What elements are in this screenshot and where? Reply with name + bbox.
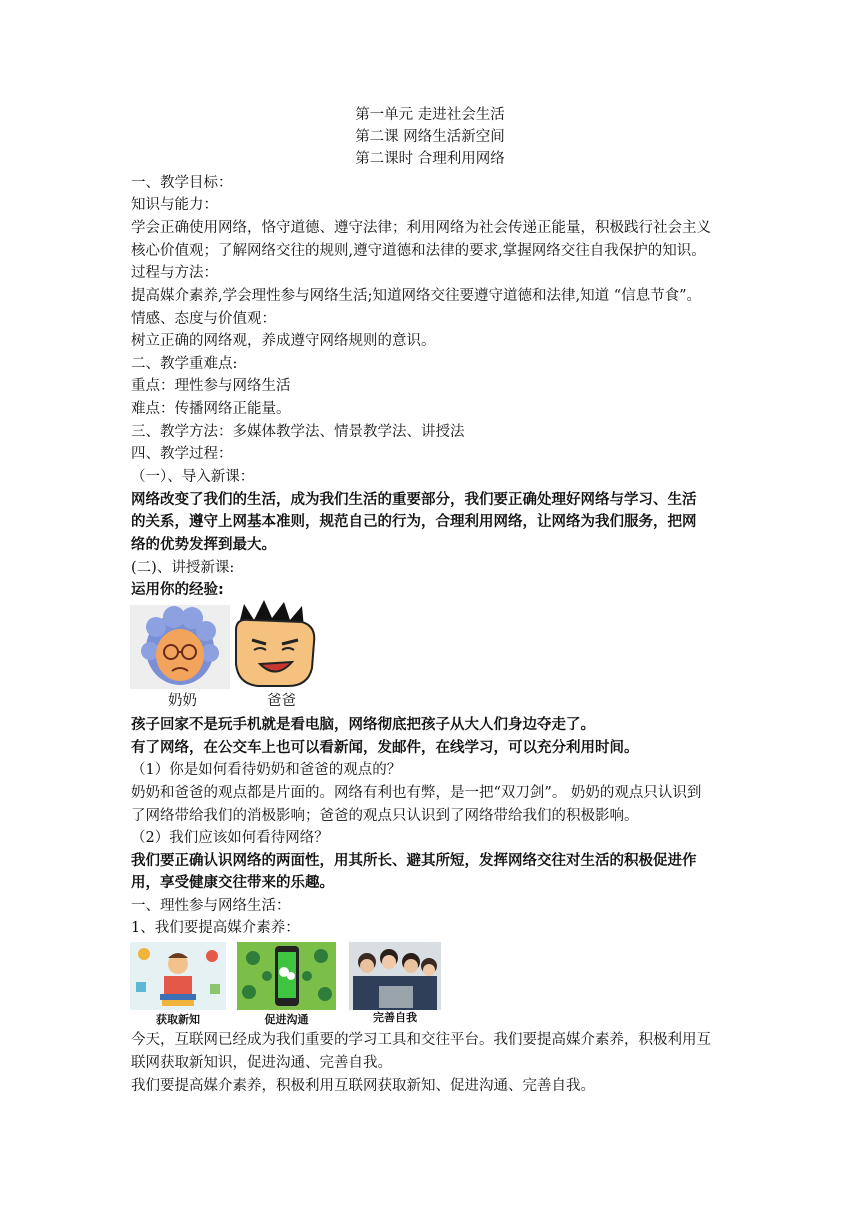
paragraph-line: 学会正确使用网络，恪守道德、遵守法律；利用网络为社会传递正能量，积极践行社会主义 xyxy=(131,220,711,236)
lesson-title: 第二课 网络生活新空间 xyxy=(355,129,505,145)
period-title: 第二课时 合理利用网络 xyxy=(355,151,505,167)
communication-caption: 促进沟通 xyxy=(264,1013,309,1026)
paragraph-line: 了网络带给我们的消极影响；爸爸的观点只认识到了网络带给我们的积极影响。 xyxy=(131,808,639,824)
unit-title: 第一单元 走进社会生活 xyxy=(355,107,505,123)
bold-paragraph-line: 的关系，遵守上网基本准则，规范自己的行为，合理利用网络，让网络为我们服务，把网 xyxy=(131,514,697,530)
bold-paragraph-line: 网络改变了我们的生活，成为我们生活的重要部分，我们要正确处理好网络与学习、生活 xyxy=(131,492,697,508)
paragraph-line: 树立正确的网络观，养成遵守网络规则的意识。 xyxy=(131,333,436,349)
sub-heading: 过程与方法： xyxy=(131,265,218,281)
sub-heading: (二)、讲授新课: xyxy=(131,560,235,576)
section-heading: 二、教学重难点: xyxy=(131,356,238,372)
dad-caption: 爸爸 xyxy=(267,693,296,709)
paragraph-line: 奶奶和爸爸的观点都是片面的。网络有利也有弊，是一把“双刀剑”。 奶奶的观点只认识到 xyxy=(131,785,702,801)
self-improvement-caption: 完善自我 xyxy=(373,1011,417,1024)
section-heading: 三、教学方法：多媒体教学法、情景教学法、讲授法 xyxy=(131,424,465,440)
bold-paragraph-line: 我们要正确认识网络的两面性，用其所长、避其所短，发挥网络交往对生活的积极促进作 xyxy=(131,853,697,869)
grandma-image xyxy=(130,605,230,689)
grandma-caption: 奶奶 xyxy=(168,693,197,709)
question-line: （2）我们应该如何看待网络？ xyxy=(131,830,329,846)
paragraph-line: 联网获取新知识，促进沟通、完善自我。 xyxy=(131,1055,392,1071)
section-heading: 四、教学过程： xyxy=(131,446,233,462)
sub-heading: 知识与能力： xyxy=(131,197,218,213)
section-heading: 一、理性参与网络生活： xyxy=(131,898,291,914)
paragraph-line: 今天，互联网已经成为我们重要的学习工具和交往平台。我们要提高媒介素养，积极利用互 xyxy=(131,1032,711,1048)
paragraph-line: 重点：理性参与网络生活 xyxy=(131,378,291,394)
bold-paragraph-line: 络的优势发挥到最大。 xyxy=(131,537,276,553)
paragraph-line: 核心价值观；了解网络交往的规则,遵守道德和法律的要求,掌握网络交往自我保护的知识。 xyxy=(131,243,706,259)
bold-sub-heading: 运用你的经验: xyxy=(131,582,224,598)
communication-image xyxy=(237,942,336,1010)
question-line: （1）你是如何看待奶奶和爸爸的观点的？ xyxy=(131,762,402,778)
dad-image xyxy=(228,598,320,690)
paragraph-line: 我们要提高媒介素养，积极利用互联网获取新知、促进沟通、完善自我。 xyxy=(131,1078,595,1094)
self-improvement-image xyxy=(349,942,441,1010)
bold-paragraph-line: 用，享受健康交往带来的乐趣。 xyxy=(131,875,334,891)
bold-paragraph-line: 孩子回家不是玩手机就是看电脑，网络彻底把孩子从大人们身边夺走了。 xyxy=(131,717,595,733)
sub-heading: 情感、态度与价值观： xyxy=(131,311,276,327)
sub-heading: 1、我们要提高媒介素养： xyxy=(131,920,300,936)
learning-caption: 获取新知 xyxy=(156,1013,200,1026)
bold-paragraph-line: 有了网络，在公交车上也可以看新闻，发邮件，在线学习，可以充分利用时间。 xyxy=(131,740,639,756)
paragraph-line: 难点：传播网络正能量。 xyxy=(131,401,291,417)
sub-heading: （一）、导入新课： xyxy=(131,469,255,485)
paragraph-line: 提高媒介素养,学会理性参与网络生活;知道网络交往要遵守道德和法律,知道 “信息节食”。 xyxy=(131,288,702,304)
learning-image xyxy=(130,942,226,1010)
section-heading: 一、教学目标： xyxy=(131,175,233,191)
